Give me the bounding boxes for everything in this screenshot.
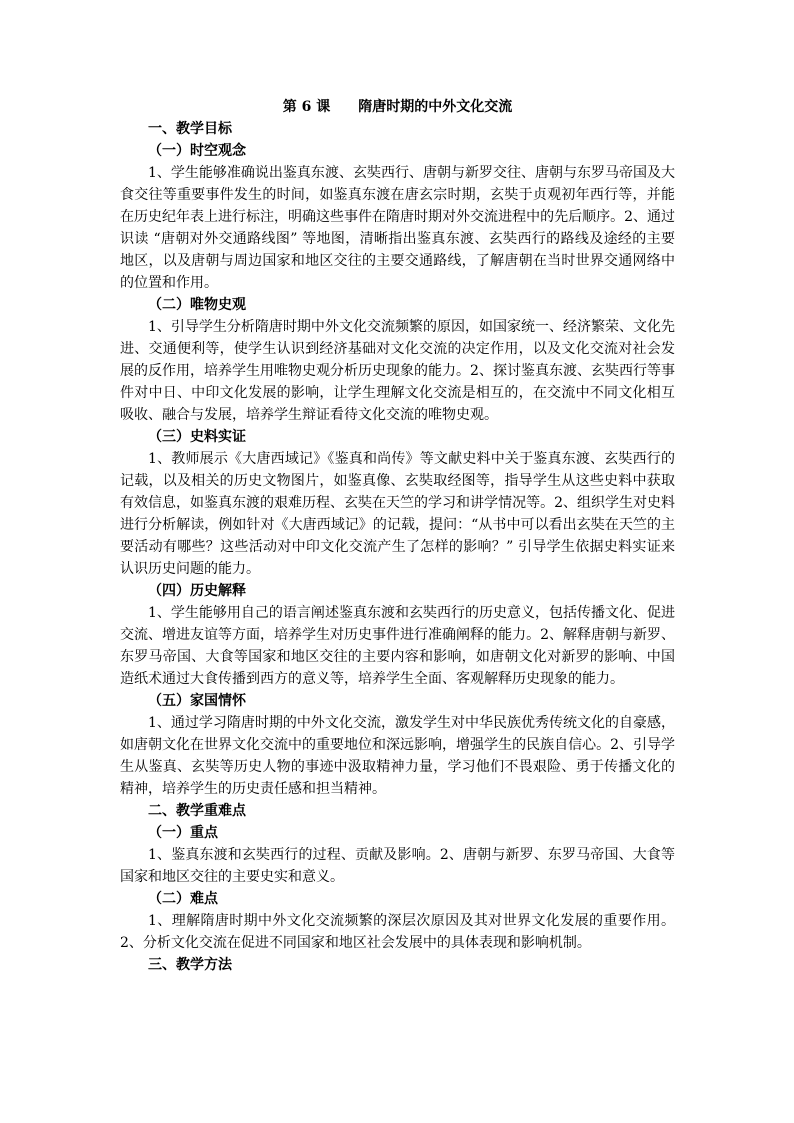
subsection-heading-spacetime: （一）时空观念 bbox=[148, 143, 246, 159]
section-heading-key-points: 二、教学重难点 bbox=[148, 803, 246, 819]
paragraph-focus: 1、鉴真东渡和玄奘西行的过程、贡献及影响。2、唐朝与新罗、东罗马帝国、大食等国家和地区交往的主要史实和意义。 bbox=[120, 847, 675, 885]
paragraph-patriotism: 1、通过学习隋唐时期的中外文化交流，激发学生对中华民族优秀传统文化的自豪感，如唐朝文化在世界文化交流中的重要地位和深远影响，增强学生的民族自信心。2、引导学生从鉴真、玄奘等历史人物的事迹中汲取精神力量，学习他们不畏艰险、勇于传播文化的精神，培养学生的历史责任感和担当精神。 bbox=[120, 715, 675, 797]
subsection-heading-evidence: （三）史料实证 bbox=[148, 429, 246, 445]
section-heading-methods: 三、教学方法 bbox=[148, 957, 232, 973]
subsection-heading-interpretation: （四）历史解释 bbox=[148, 583, 246, 599]
paragraph-difficulty: 1、理解隋唐时期中外文化交流频繁的深层次原因及其对世界文化发展的重要作用。2、分析文化交流在促进不同国家和地区社会发展中的具体表现和影响机制。 bbox=[120, 913, 675, 951]
paragraph-spacetime: 1、学生能够准确说出鉴真东渡、玄奘西行、唐朝与新罗交往、唐朝与东罗马帝国及大食交往等重要事件发生的时间，如鉴真东渡在唐玄宗时期，玄奘于贞观初年西行等，并能在历史纪年表上进行标注，明确这些事件在隋唐时期对外交流进程中的先后顺序。2、通过识读 “唐朝对外交通路线图” 等地图，清晰指出鉴真东渡、玄奘西行的路线及途经的主要地区，以及唐朝与周边国家和地区交往的主要交通路线，了解唐朝在当时世界交通网络中的位置和作用。 bbox=[120, 165, 675, 291]
paragraph-interpretation: 1、学生能够用自己的语言阐述鉴真东渡和玄奘西行的历史意义，包括传播文化、促进交流、增进友谊等方面，培养学生对历史事件进行准确阐释的能力。2、解释唐朝与新罗、东罗马帝国、大食等国家和地区交往的主要内容和影响，如唐朝文化对新罗的影响、中国造纸术通过大食传播到西方的意义等，培养学生全面、客观解释历史现象的能力。 bbox=[120, 605, 675, 687]
lesson-title: 第 6 课 隋唐时期的中外文化交流 bbox=[282, 99, 513, 115]
document-page bbox=[120, 96, 675, 976]
paragraph-evidence: 1、教师展示《大唐西域记》《鉴真和尚传》等文献史料中关于鉴真东渡、玄奘西行的记载，以及相关的历史文物图片，如鉴真像、玄奘取经图等，指导学生从这些史料中获取有效信息，如鉴真东渡的艰难历程、玄奘在天竺的学习和讲学情况等。2、组织学生对史料进行分析解读，例如针对《大唐西域记》的记载，提问：“从书中可以看出玄奘在天竺的主要活动有哪些？这些活动对中印文化交流产生了怎样的影响？” 引导学生依据史料实证来认识历史问题的能力。 bbox=[120, 451, 675, 577]
paragraph-materialism: 1、引导学生分析隋唐时期中外文化交流频繁的原因，如国家统一、经济繁荣、文化先进、交通便利等，使学生认识到经济基础对文化交流的决定作用，以及文化交流对社会发展的反作用，培养学生用唯物史观分析历史现象的能力。2、探讨鉴真东渡、玄奘西行等事件对中日、中印文化发展的影响，让学生理解文化交流是相互的，在交流中不同文化相互吸收、融合与发展，培养学生辩证看待文化交流的唯物史观。 bbox=[120, 319, 675, 423]
section-heading-objectives: 一、教学目标 bbox=[148, 121, 232, 137]
subsection-heading-materialism: （二）唯物史观 bbox=[148, 297, 246, 313]
subsection-heading-difficulty: （二）难点 bbox=[148, 891, 218, 907]
subsection-heading-focus: （一）重点 bbox=[148, 825, 218, 841]
subsection-heading-patriotism: （五）家国情怀 bbox=[148, 693, 246, 709]
